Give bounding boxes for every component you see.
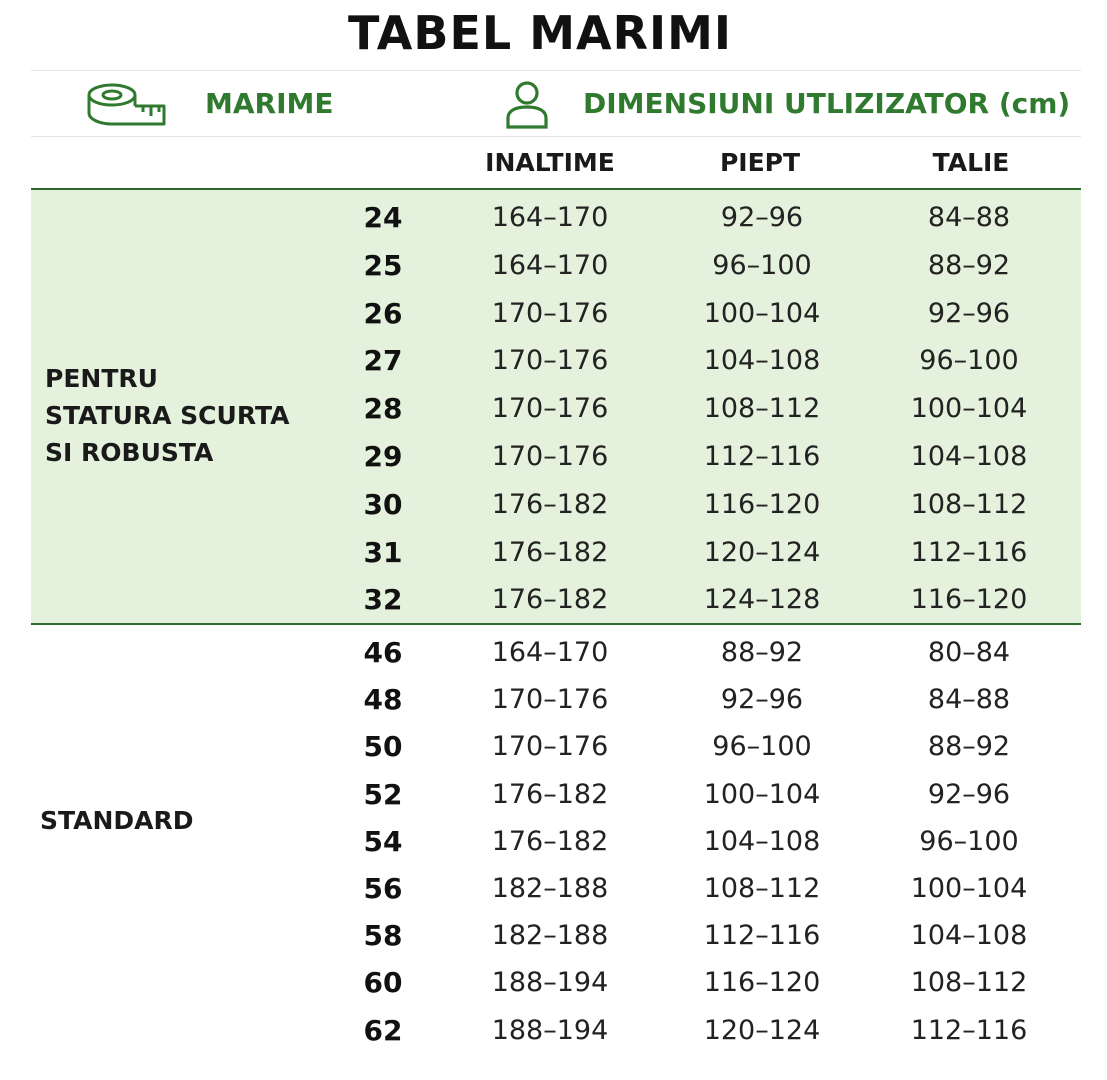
table-row (0, 633, 1107, 673)
size-cell: 32 (363, 583, 403, 617)
group-divider-rule (31, 623, 1081, 625)
column-header-piept: PIEPT (719, 148, 801, 177)
talie-cell: 84–88 (927, 202, 1011, 233)
piept-cell: 88–92 (720, 637, 804, 668)
size-column-label: MARIME (205, 87, 334, 120)
talie-cell: 108–112 (910, 488, 1028, 520)
table-row (0, 869, 1107, 909)
group-label-line: SI ROBUSTA (45, 438, 214, 467)
table-row (0, 727, 1107, 767)
user-icon (505, 80, 549, 130)
inaltime-cell: 176–182 (491, 536, 609, 568)
table-row (0, 580, 1107, 620)
inaltime-cell: 182–188 (491, 873, 609, 904)
size-cell: 31 (363, 535, 403, 569)
talie-cell: 88–92 (927, 731, 1011, 763)
piept-cell: 96–100 (712, 731, 812, 763)
piept-cell: 112–116 (703, 920, 821, 952)
column-header-talie: TALIE (932, 148, 1010, 177)
piept-cell: 116–120 (703, 967, 821, 999)
table-row (0, 533, 1107, 573)
size-cell: 29 (363, 440, 403, 473)
size-cell: 50 (363, 730, 403, 764)
talie-cell: 84–88 (927, 684, 1011, 716)
inaltime-cell: 176–182 (491, 584, 609, 616)
size-cell: 30 (363, 487, 403, 521)
group-label-line: STATURA SCURTA (45, 401, 290, 430)
piept-cell: 112–116 (703, 441, 821, 472)
inaltime-cell: 170–176 (491, 731, 609, 763)
size-cell: 26 (363, 296, 403, 330)
inaltime-cell: 164–170 (491, 202, 609, 233)
talie-cell: 112–116 (910, 1014, 1028, 1046)
table-row (0, 916, 1107, 956)
piept-cell: 120–124 (703, 536, 821, 568)
inaltime-cell: 182–188 (491, 920, 609, 952)
page-title: TABEL MARIMI (347, 6, 733, 60)
talie-cell: 80–84 (927, 637, 1011, 668)
column-header-inaltime: INALTIME (485, 148, 615, 177)
size-cell: 52 (363, 777, 403, 811)
piept-cell: 92–96 (720, 684, 804, 716)
user-dimensions-label: DIMENSIUNI UTLIZIZATOR (cm) (583, 87, 1071, 120)
piept-cell: 124–128 (703, 584, 821, 616)
talie-cell: 92–96 (927, 297, 1011, 329)
header-mid-divider (31, 136, 1081, 137)
piept-cell: 100–104 (703, 778, 821, 810)
talie-cell: 96–100 (919, 345, 1019, 377)
piept-cell: 104–108 (703, 345, 821, 377)
talie-cell: 100–104 (910, 873, 1028, 904)
inaltime-cell: 164–170 (491, 637, 609, 668)
piept-cell: 104–108 (703, 825, 821, 857)
group-label-line: STANDARD (40, 806, 194, 835)
inaltime-cell: 176–182 (491, 488, 609, 520)
piept-cell: 100–104 (703, 297, 821, 329)
piept-cell: 108–112 (703, 873, 821, 904)
table-row (0, 680, 1107, 720)
table-row (0, 822, 1107, 862)
talie-cell: 104–108 (910, 441, 1028, 472)
table-row (0, 294, 1107, 334)
inaltime-cell: 170–176 (491, 441, 609, 472)
table-row (0, 437, 1107, 477)
size-cell: 46 (363, 636, 403, 669)
size-cell: 58 (363, 919, 403, 953)
table-row (0, 341, 1107, 381)
table-row (0, 246, 1107, 286)
table-row (0, 389, 1107, 429)
inaltime-cell: 164–170 (491, 249, 609, 281)
table-row (0, 485, 1107, 525)
table-row (0, 1011, 1107, 1051)
talie-cell: 108–112 (910, 967, 1028, 999)
piept-cell: 116–120 (703, 488, 821, 520)
size-cell: 25 (363, 248, 403, 282)
table-row (0, 963, 1107, 1003)
inaltime-cell: 170–176 (491, 684, 609, 716)
size-cell: 56 (363, 872, 403, 905)
talie-cell: 104–108 (910, 920, 1028, 952)
inaltime-cell: 170–176 (491, 297, 609, 329)
tape-measure-icon (86, 82, 168, 130)
inaltime-cell: 188–194 (491, 1014, 609, 1046)
table-row (0, 198, 1107, 238)
piept-cell: 108–112 (703, 393, 821, 425)
size-cell: 24 (363, 201, 403, 234)
size-cell: 27 (363, 344, 403, 378)
piept-cell: 92–96 (720, 202, 804, 233)
piept-cell: 120–124 (703, 1014, 821, 1046)
inaltime-cell: 170–176 (491, 393, 609, 425)
group-label-line: PENTRU (45, 364, 158, 393)
size-cell: 28 (363, 392, 403, 426)
table-row (0, 775, 1107, 815)
inaltime-cell: 176–182 (491, 825, 609, 857)
talie-cell: 116–120 (910, 584, 1028, 616)
size-cell: 48 (363, 683, 403, 717)
talie-cell: 88–92 (927, 249, 1011, 281)
talie-cell: 100–104 (910, 393, 1028, 425)
header-top-divider (31, 70, 1081, 71)
talie-cell: 96–100 (919, 825, 1019, 857)
header-bottom-rule (31, 188, 1081, 190)
size-cell: 60 (363, 966, 403, 1000)
size-cell: 62 (363, 1013, 403, 1047)
talie-cell: 92–96 (927, 778, 1011, 810)
inaltime-cell: 188–194 (491, 967, 609, 999)
talie-cell: 112–116 (910, 536, 1028, 568)
size-cell: 54 (363, 824, 403, 858)
inaltime-cell: 176–182 (491, 778, 609, 810)
piept-cell: 96–100 (712, 249, 812, 281)
inaltime-cell: 170–176 (491, 345, 609, 377)
